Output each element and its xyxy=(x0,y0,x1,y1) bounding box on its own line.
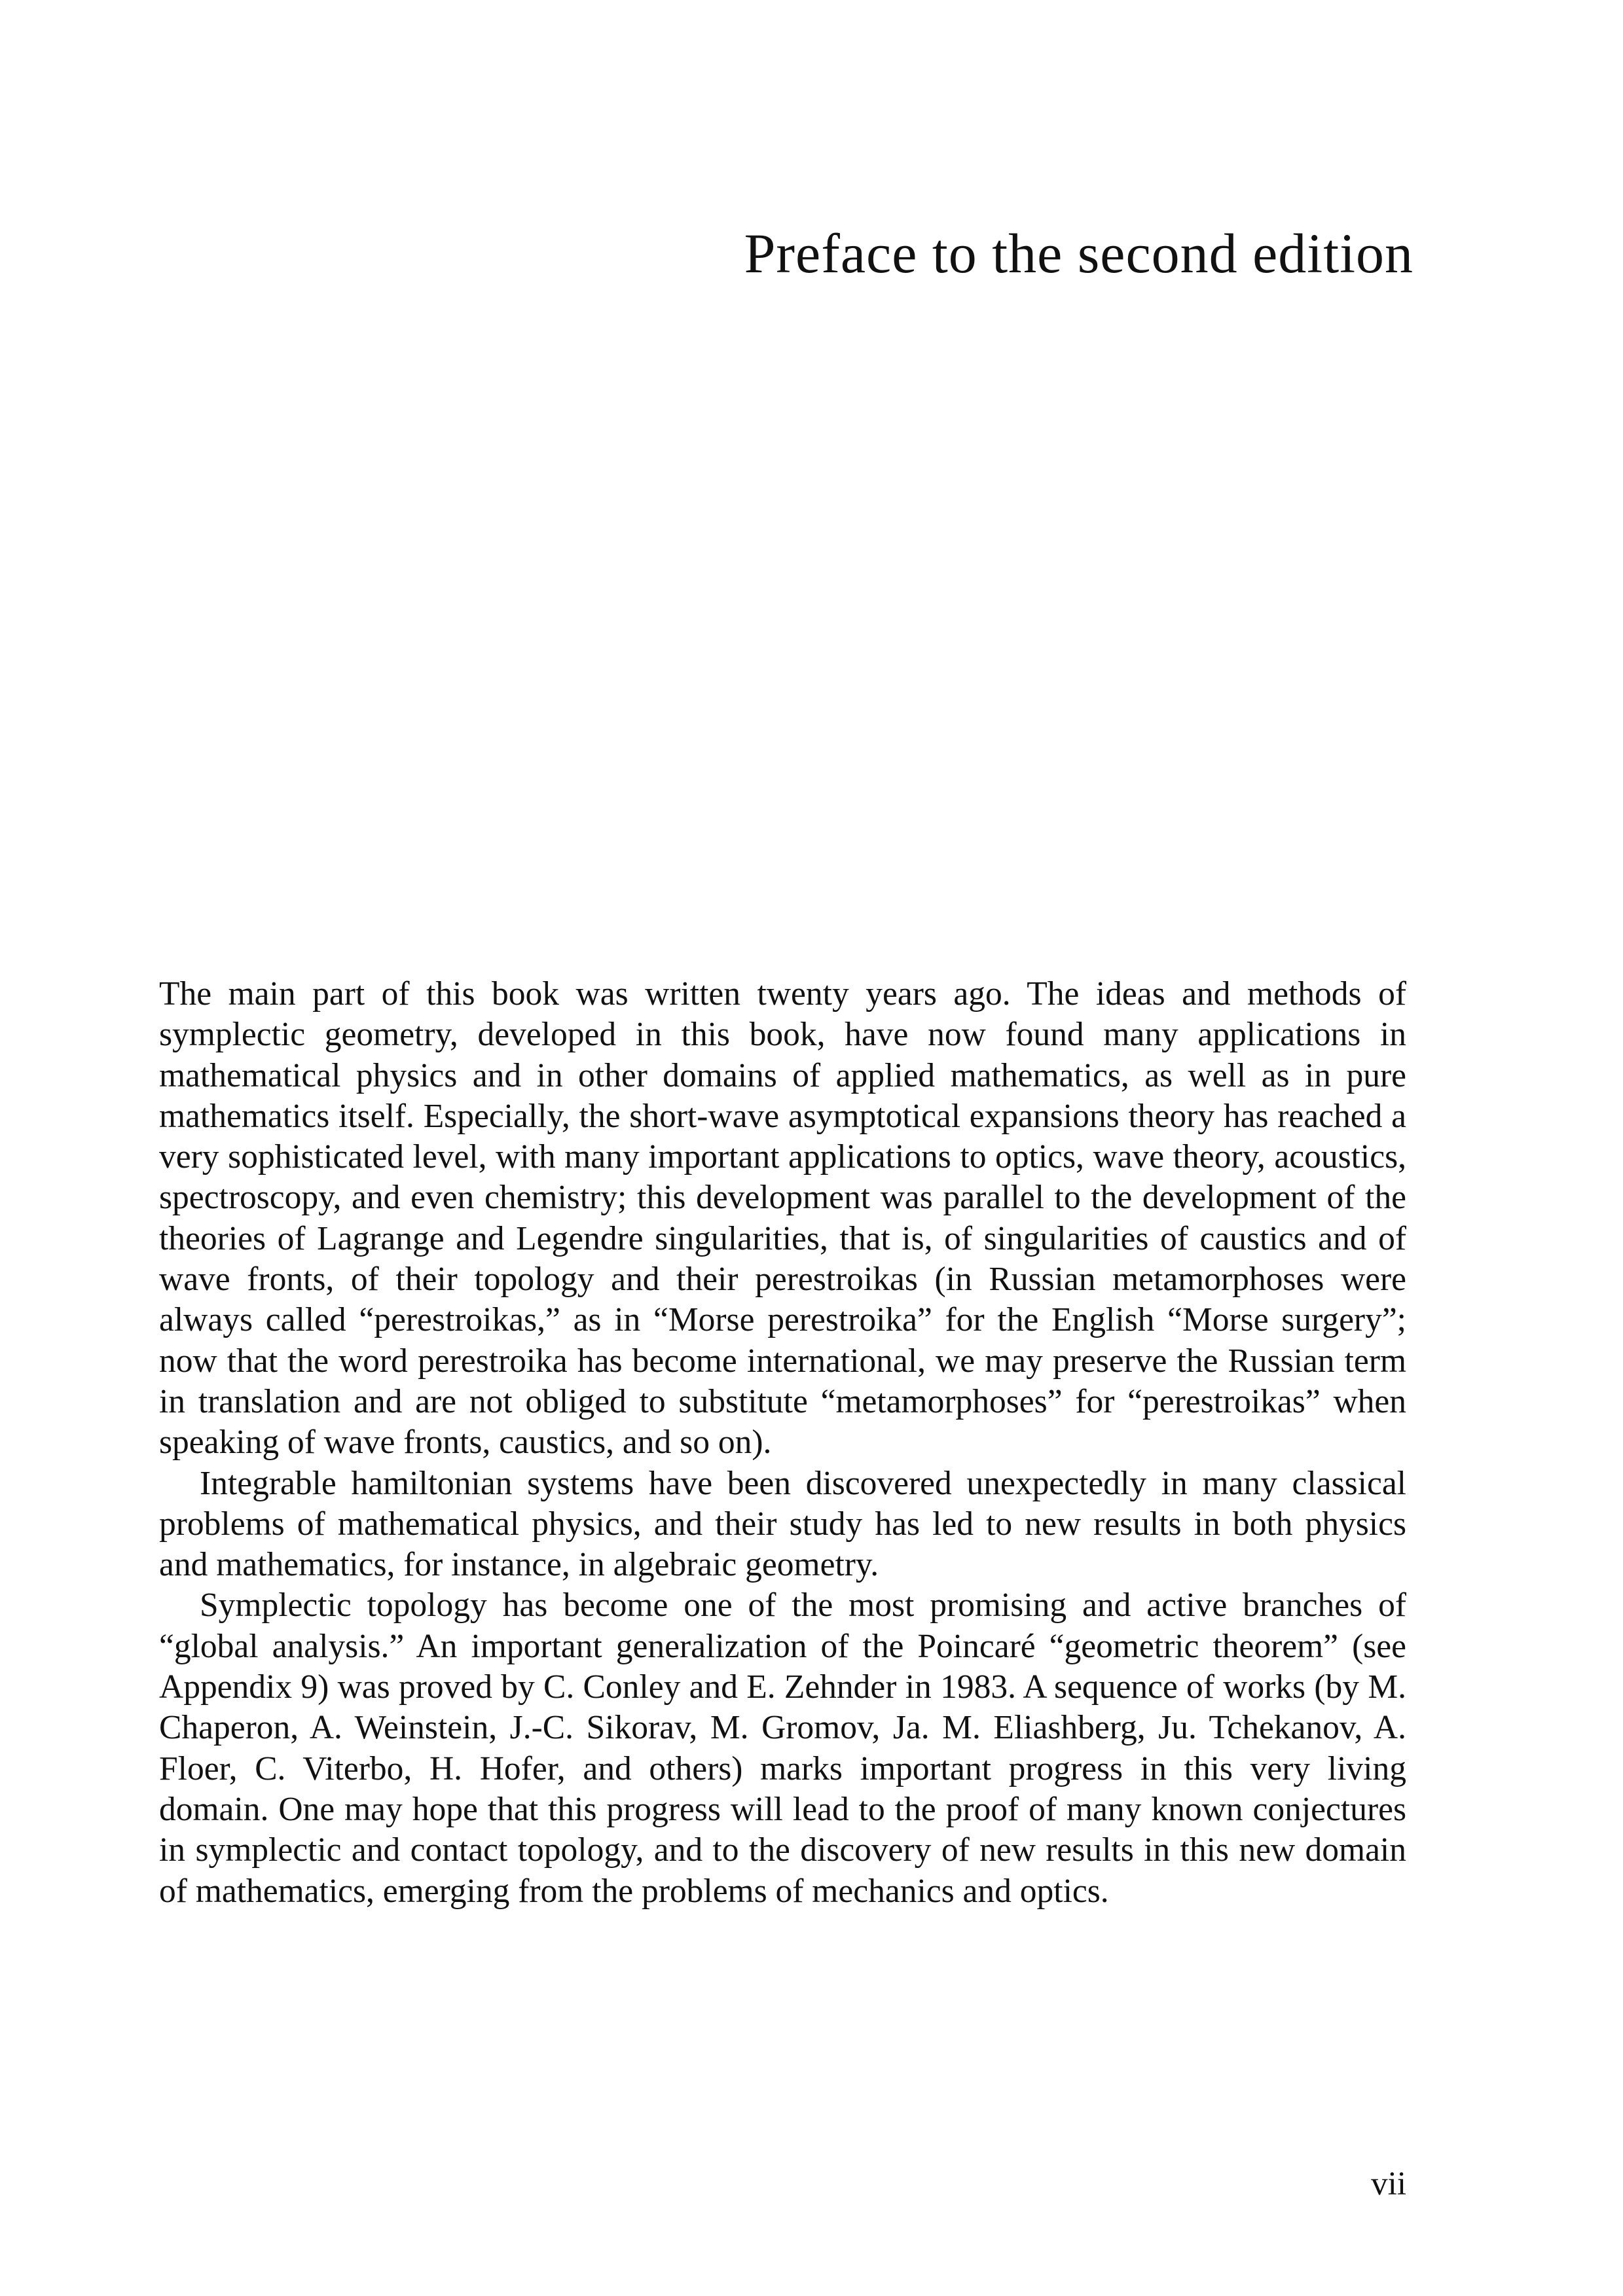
paragraph-1: The main part of this book was written twenty years ago. The ideas and methods of symplectic geometry, developed in this book, have now found many applications in mathematical physics and in other domains of applied mathematics, as well as in pure mathematics itself. Especially, the short-wave asymptotical expansions theory has reached a very sophisticated level, with many important applications to optics, wave theory, acoustics, spectroscopy, and even chemistry; this development was parallel to the development of the theories of Lagrange and Legendre singularities, that is, of singularities of caustics and of wave fronts, of their topology and their perestroikas (in Russian metamorphoses were always called “perestroikas,” as in “Morse perestroika” for the English “Morse surgery”; now that the word perestroika has become international, we may preserve the Russian term in translation and are not obliged to substitute “metamorphoses” for “perestroikas” when speaking of wave fronts, caustics, and so on). xyxy=(159,975,1406,1462)
paragraph-2: Integrable hamiltonian systems have been discovered unexpectedly in many classical problems of mathematical physics, and their study has led to new results in both physics and mathematics, for instance, in algebraic geometry. xyxy=(159,1464,1406,1584)
page-number: vii xyxy=(1371,2166,1406,2202)
preface-body xyxy=(159,974,1406,1912)
chapter-title: Preface to the second edition xyxy=(744,222,1413,285)
paragraph-3: Symplectic topology has become one of the most promising and active branches of “global analysis.” An important generalization of the Poincaré “geometric theorem” (see Appendix 9) was proved by C. Conley and E. Zehnder in 1983. A sequence of works (by M. Chaperon, A. Weinstein, J.-C. Sikorav, M. Gromov, Ja. M. Eliashberg, Ju. Tchekanov, A. Floer, C. Viterbo, H. Hofer, and others) marks important progress in this very living domain. One may hope that this progress will lead to the proof of many known conjectures in symplectic and contact topology, and to the discovery of new results in this new domain of mathematics, emerging from the problems of mechanics and optics. xyxy=(159,1587,1406,1910)
